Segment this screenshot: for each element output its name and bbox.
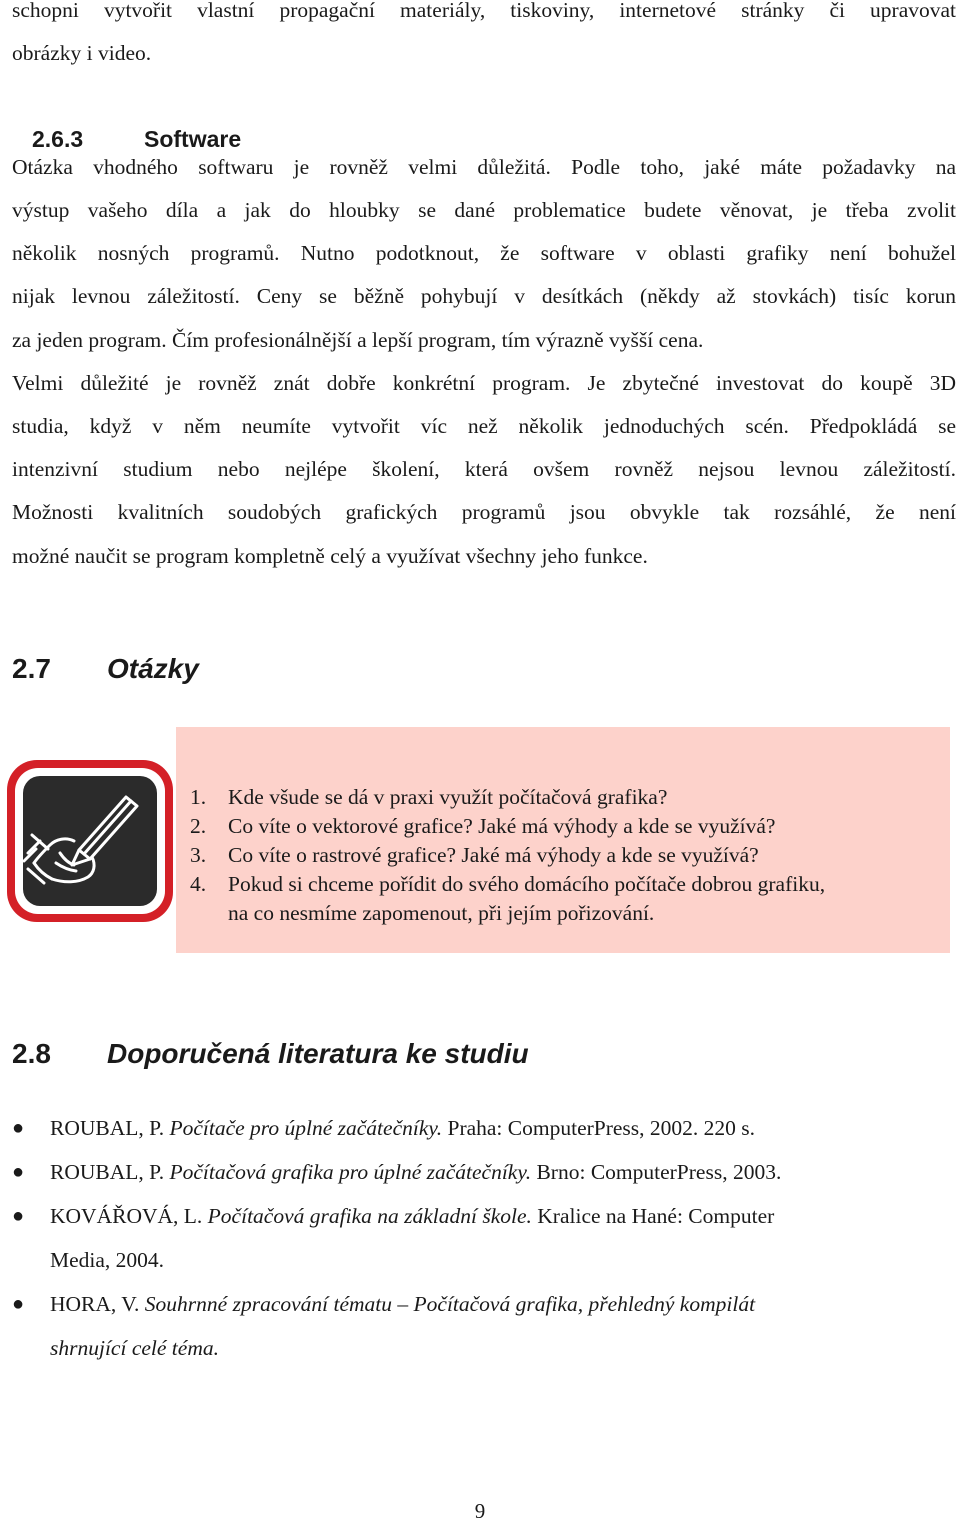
section-title: Software xyxy=(144,126,242,152)
reference-publisher: Kralice na Hané: Computer xyxy=(537,1204,775,1228)
hand-writing-with-pen-icon xyxy=(4,757,176,925)
reference-author: HORA, V. xyxy=(50,1292,140,1316)
body-text-line: Otázka vhodného softwaru je rovněž velmi důležitá. Podle toho, jaké máte požadavky na xyxy=(12,155,956,179)
reference-title-continued: shrnující celé téma. xyxy=(50,1336,219,1360)
body-text-line: obrázky i video. xyxy=(12,41,152,65)
section-heading-questions xyxy=(12,651,199,687)
list-item xyxy=(0,1194,930,1282)
question-number: 2. xyxy=(190,814,207,838)
section-number: 2.8 xyxy=(12,1038,51,1069)
question-number: 3. xyxy=(190,843,207,867)
question-text-continued: na co nesmíme zapomenout, při jejím pořizování. xyxy=(228,901,655,925)
section-heading-literature xyxy=(12,1036,529,1072)
reference-title: Počítače pro úplné začátečníky. xyxy=(169,1116,443,1140)
reference-title: Počítačová grafika na základní škole. xyxy=(207,1204,532,1228)
body-text-line: intenzivní studium nebo nejlépe školení, která ovšem rovněž nejsou levnou záležitostí. xyxy=(12,457,956,481)
reference-publisher: Brno: ComputerPress, 2003. xyxy=(536,1160,782,1184)
list-item xyxy=(190,783,825,812)
body-text-line: výstup vašeho díla a jak do hloubky se dané problematice budete věnovat, je třeba zvolit xyxy=(12,198,956,222)
section-title: Doporučená literatura ke studiu xyxy=(107,1038,529,1069)
reference-author: ROUBAL, P. xyxy=(50,1160,165,1184)
list-item xyxy=(190,841,825,870)
body-text-line: za jeden program. Čím profesionálnější a lepší program, tím výrazně vyšší cena. xyxy=(12,328,704,352)
reference-author: ROUBAL, P. xyxy=(50,1116,165,1140)
references-list xyxy=(0,1106,930,1370)
reference-publisher: Praha: ComputerPress, 2002. 220 s. xyxy=(447,1116,756,1140)
list-item xyxy=(190,870,825,928)
list-item xyxy=(0,1150,930,1194)
list-item xyxy=(190,812,825,841)
bullet-icon: ● xyxy=(12,1161,25,1183)
section-number: 2.7 xyxy=(12,653,51,684)
body-text-line: schopni vytvořit vlastní propagační materiály, tiskoviny, internetové stránky či upravovat xyxy=(12,0,956,22)
question-text: Co víte o vektorové grafice? Jaké má výhody a kde se využívá? xyxy=(228,814,776,838)
section-number: 2.6.3 xyxy=(32,126,84,152)
question-number: 4. xyxy=(190,872,207,896)
question-text: Pokud si chceme pořídit do svého domácího počítače dobrou grafiku, xyxy=(228,872,826,896)
body-text-line: Možnosti kvalitních soudobých grafických programů jsou obvykle tak rozsáhlé, že není xyxy=(12,500,956,524)
question-text: Kde všude se dá v praxi využít počítačová grafika? xyxy=(228,785,668,809)
body-text-line: nijak levnou záležitostí. Ceny se běžně pohybují v desítkách (někdy až stovkách) tisíc korun xyxy=(12,284,956,308)
body-text-line: několik nosných programů. Nutno podotknout, že software v oblasti grafiky není bohužel xyxy=(12,241,956,265)
body-text-line: Velmi důležité je rovněž znát dobře konkrétní program. Je zbytečné investovat do koupě 3D xyxy=(12,371,956,395)
page-number: 9 xyxy=(474,1499,486,1523)
reference-title: Počítačová grafika pro úplné začátečníky. xyxy=(169,1160,532,1184)
questions-list xyxy=(190,783,825,928)
reference-author: KOVÁŘOVÁ, L. xyxy=(50,1204,203,1228)
body-text-line: studia, když v něm neumíte vytvořit víc než několik jednoduchých scén. Předpokládá se xyxy=(12,414,956,438)
body-text-line: možné naučit se program kompletně celý a využívat všechny jeho funkce. xyxy=(12,544,648,568)
question-text: Co víte o rastrové grafice? Jaké má výhody a kde se využívá? xyxy=(228,843,759,867)
reference-title: Souhrnné zpracování tématu – Počítačová grafika, přehledný kompilát xyxy=(144,1292,756,1316)
question-number: 1. xyxy=(190,785,207,809)
list-item xyxy=(0,1282,930,1370)
section-title: Otázky xyxy=(107,653,199,684)
bullet-icon: ● xyxy=(12,1117,25,1139)
bullet-icon: ● xyxy=(12,1293,25,1315)
list-item xyxy=(0,1106,930,1150)
reference-publisher-continued: Media, 2004. xyxy=(50,1248,165,1272)
bullet-icon: ● xyxy=(12,1205,25,1227)
